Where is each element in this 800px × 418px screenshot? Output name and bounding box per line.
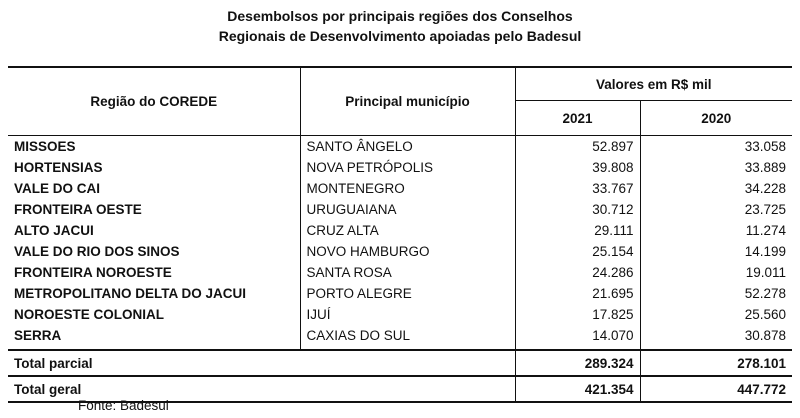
value-2020-cell: 52.278 (744, 286, 786, 301)
value-2020-cell: 33.058 (744, 139, 786, 154)
table-row (8, 199, 792, 220)
table-row (8, 178, 792, 199)
table-row (8, 262, 792, 283)
value-2020-cell: 23.725 (744, 202, 786, 217)
header-year-2020: 2020 (640, 101, 792, 136)
municipality-cell: SANTO ÂNGELO (300, 136, 515, 158)
municipality-cell: MONTENEGRO (300, 178, 515, 199)
value-2021-cell: 52.897 (515, 136, 640, 158)
value-2020-cell: 11.274 (745, 223, 786, 238)
value-2021-cell: 17.825 (515, 304, 640, 325)
municipality-cell: PORTO ALEGRE (300, 283, 515, 304)
value-2020-cell: 14.199 (744, 244, 786, 259)
value-2020-cell: 30.878 (744, 328, 786, 343)
title-line-2: Regionais de Desenvolvimento apoiadas pelo Badesul (218, 28, 582, 44)
region-cell: FRONTEIRA OESTE (8, 199, 300, 220)
municipality-cell: SANTA ROSA (300, 262, 515, 283)
header-values: Valores em R$ mil (515, 67, 792, 101)
municipality-cell: NOVO HAMBURGO (300, 241, 515, 262)
region-cell: VALE DO CAI (8, 178, 300, 199)
value-2021-cell: 30.712 (515, 199, 640, 220)
value-2020-cell: 19.011 (745, 265, 786, 280)
value-2021-cell: 24.286 (515, 262, 640, 283)
table-row (8, 241, 792, 262)
value-2021-cell: 14.070 (515, 325, 640, 350)
table-row (8, 304, 792, 325)
value-2021-cell: 25.154 (515, 241, 640, 262)
region-cell: NOROESTE COLONIAL (8, 304, 300, 325)
municipality-cell: IJUÍ (300, 304, 515, 325)
region-cell: HORTENSIAS (8, 157, 300, 178)
value-2020-cell: 25.560 (744, 307, 786, 322)
total-partial-2021: 289.324 (515, 350, 640, 376)
total-general-2021: 421.354 (515, 376, 640, 402)
municipality-cell: NOVA PETRÓPOLIS (300, 157, 515, 178)
source-note: Fonte: Badesul (78, 398, 169, 413)
table-title (0, 6, 800, 46)
table-row (8, 283, 792, 304)
disbursements-table (8, 66, 792, 403)
value-2021-cell: 33.767 (515, 178, 640, 199)
municipality-cell: URUGUAIANA (300, 199, 515, 220)
region-cell: ALTO JACUI (8, 220, 300, 241)
region-cell: FRONTEIRA NOROESTE (8, 262, 300, 283)
region-cell: VALE DO RIO DOS SINOS (8, 241, 300, 262)
header-year-2021: 2021 (515, 101, 640, 136)
table-row (8, 136, 792, 158)
municipality-cell: CAXIAS DO SUL (300, 325, 515, 350)
value-2021-cell: 39.808 (515, 157, 640, 178)
title-line-1: Desembolsos por principais regiões dos Conselhos (227, 8, 573, 24)
value-2020-cell: 34.228 (744, 181, 786, 196)
value-2020-cell: 33.889 (744, 160, 786, 175)
table-row (8, 220, 792, 241)
total-partial-2020: 278.101 (640, 350, 792, 376)
total-general-2020: 447.772 (640, 376, 792, 402)
header-region: Região do COREDE (8, 67, 300, 136)
table-body (8, 136, 792, 351)
table-row (8, 325, 792, 350)
value-2021-cell: 21.695 (515, 283, 640, 304)
region-cell: METROPOLITANO DELTA DO JACUI (8, 283, 300, 304)
total-general-label: Total geral (8, 376, 515, 402)
region-cell: MISSOES (8, 136, 300, 158)
header-municipality: Principal município (300, 67, 515, 136)
total-partial-label: Total parcial (8, 350, 515, 376)
table-row (8, 157, 792, 178)
region-cell: SERRA (8, 325, 300, 350)
value-2021-cell: 29.111 (515, 220, 640, 241)
municipality-cell: CRUZ ALTA (300, 220, 515, 241)
total-partial-row (8, 350, 792, 376)
